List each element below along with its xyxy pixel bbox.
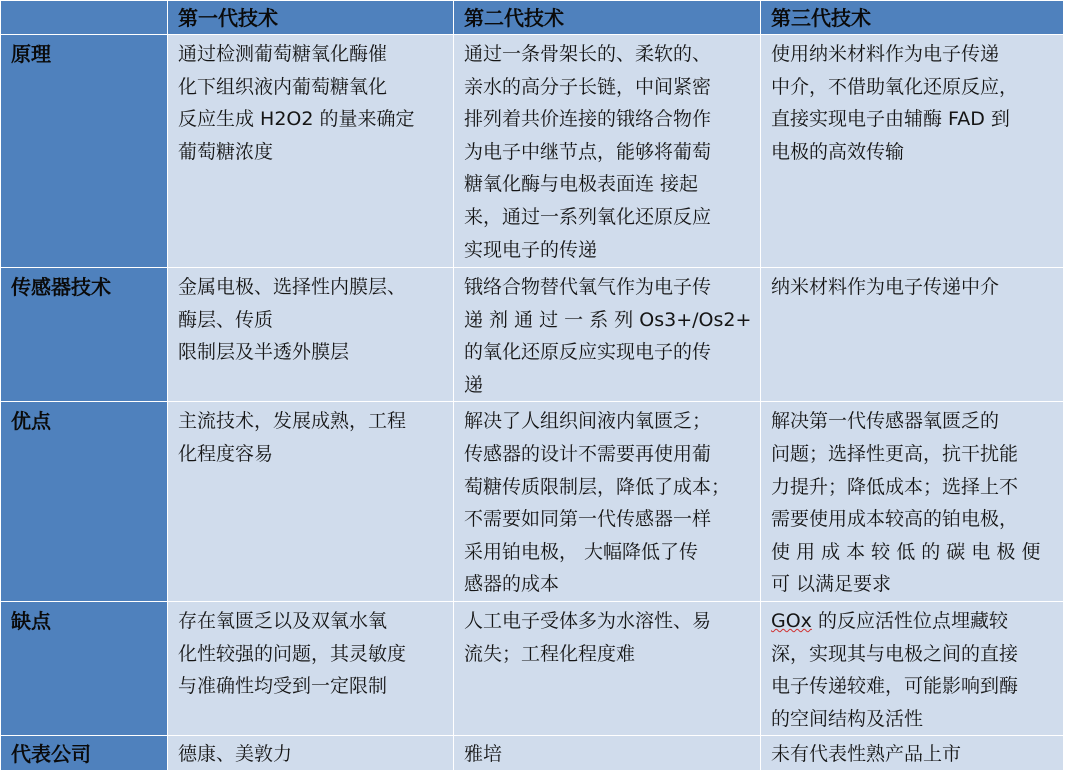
cell-disadvantages-gen1 [168,601,454,735]
text-line: 为电子中继节点，能够将葡萄 [464,140,712,163]
text-line: 萄糖传质限制层，降低了成本； [464,475,731,498]
text-line: 中介，不借助氧化还原反应， [771,75,1019,98]
text-line: 通过一条骨架长的、柔软的、 [464,43,712,65]
text-fragment: 的反应活性位点埋藏较 [811,609,1008,632]
text-line: 实现电子的传递 [464,238,598,261]
text-line: 糖氧化酶与电极表面连 接起 [464,173,699,196]
text-line: 解决第一代传感器氧匮乏的 [771,410,1000,433]
text-line: 解决了人组织间液内氧匮乏； [464,410,712,433]
cell-principle-gen1 [168,35,454,268]
cell-disadvantages-gen2 [454,601,761,735]
text-line [771,605,1053,638]
text-line: 需要使用成本较高的铂电极， [771,508,1019,531]
text-line: 力提升；降低成本；选择上不 [771,475,1019,498]
text-line: 传感器的设计不需要再使用葡 [464,442,712,465]
row-disadvantages [1,601,1064,735]
cell-sensor-technology-gen1 [168,268,454,402]
text-line: 的空间结构及活性 [771,707,924,730]
text-line: 化程度容易 [178,442,274,465]
text-line: 电极的高效传输 [771,140,905,163]
cell-principle-gen3 [761,35,1064,268]
text-line: 流失；工程化程度难 [464,642,636,665]
text-line: 葡萄糖浓度 [178,140,274,163]
row-label-advantages: 优点 [1,402,168,602]
text-line: 电子传递较难，可能影响到酶 [771,675,1019,698]
header-corner-cell [1,1,168,35]
text-line: 问题；选择性更高，抗干扰能 [771,442,1019,465]
row-sensor-technology [1,268,1064,402]
spellcheck-word: GOx [771,609,812,632]
text-line: 限制层及半透外膜层 [178,341,350,364]
text-line: 的氧化还原反应实现电子的传 [464,341,712,364]
text-line: 反应生成 H2O2 的量来确定 [178,108,415,131]
header-gen3: 第三代技术 [761,1,1064,35]
text-line: 化性较强的问题，其灵敏度 [178,642,407,665]
text-line: 主流技术，发展成熟，工程 [178,410,407,433]
text-line: 直接实现电子由辅酶 FAD 到 [771,108,1010,131]
text-line: 纳米材料作为电子传递中介 [771,276,1000,298]
text-line: 来，通过一系列氧化还原反应 [464,205,712,228]
cell-advantages-gen1 [168,402,454,602]
cell-advantages-gen3 [761,402,1064,602]
header-gen1: 第一代技术 [168,1,454,35]
text-line: 亲水的高分子长链，中间紧密 [464,75,712,98]
text-line: 雅培 [464,743,503,766]
text-line: 使用纳米材料作为电子传递 [771,43,1000,65]
text-line: 与准确性均受到一定限制 [178,675,388,698]
cell-sensor-technology-gen3 [761,268,1064,402]
text-line: 排列着共价连接的锇络合物作 [464,108,712,131]
text-line: 通过检测葡萄糖氧化酶催 [178,43,388,65]
row-label-sensor-technology: 传感器技术 [1,268,168,402]
header-row [1,1,1064,35]
row-advantages [1,402,1064,602]
row-principle [1,35,1064,268]
text-line: 递 [464,373,484,396]
cell-disadvantages-gen3 [761,601,1064,735]
row-label-representative-companies: 代表公司 [1,736,168,771]
text-line: 化下组织液内葡萄糖氧化 [178,75,388,98]
text-line: 未有代表性熟产品上市 [771,743,962,766]
cell-principle-gen2 [454,35,761,268]
text-line: 不需要如同第一代传感器一样 [464,508,712,531]
text-line: 金属电极、选择性内膜层、 [178,276,407,298]
text-line: 存在氧匮乏以及双氧水氧 [178,609,388,632]
text-line: 锇络合物替代氧气作为电子传 [464,276,712,298]
text-line: 感器的成本 [464,573,560,596]
header-gen2: 第二代技术 [454,1,761,35]
text-line: 酶层、传质 [178,308,274,331]
text-line: 可 以满足要求 [771,573,892,596]
cell-advantages-gen2 [454,402,761,602]
text-line: 采用铂电极， 大幅降低了传 [464,540,699,563]
text-line: 德康、美敦力 [178,743,293,766]
text-line: 深，实现其与电极之间的直接 [771,642,1019,665]
row-label-disadvantages: 缺点 [1,601,168,735]
text-line: 使 用 成 本 较 低 的 碳 电 极 便 [771,540,1041,563]
cell-sensor-technology-gen2 [454,268,761,402]
text-line: 人工电子受体多为水溶性、易 [464,609,712,632]
text-line: 递 剂 通 过 一 系 列 Os3+/Os2+ [464,308,752,331]
row-label-principle: 原理 [1,35,168,268]
